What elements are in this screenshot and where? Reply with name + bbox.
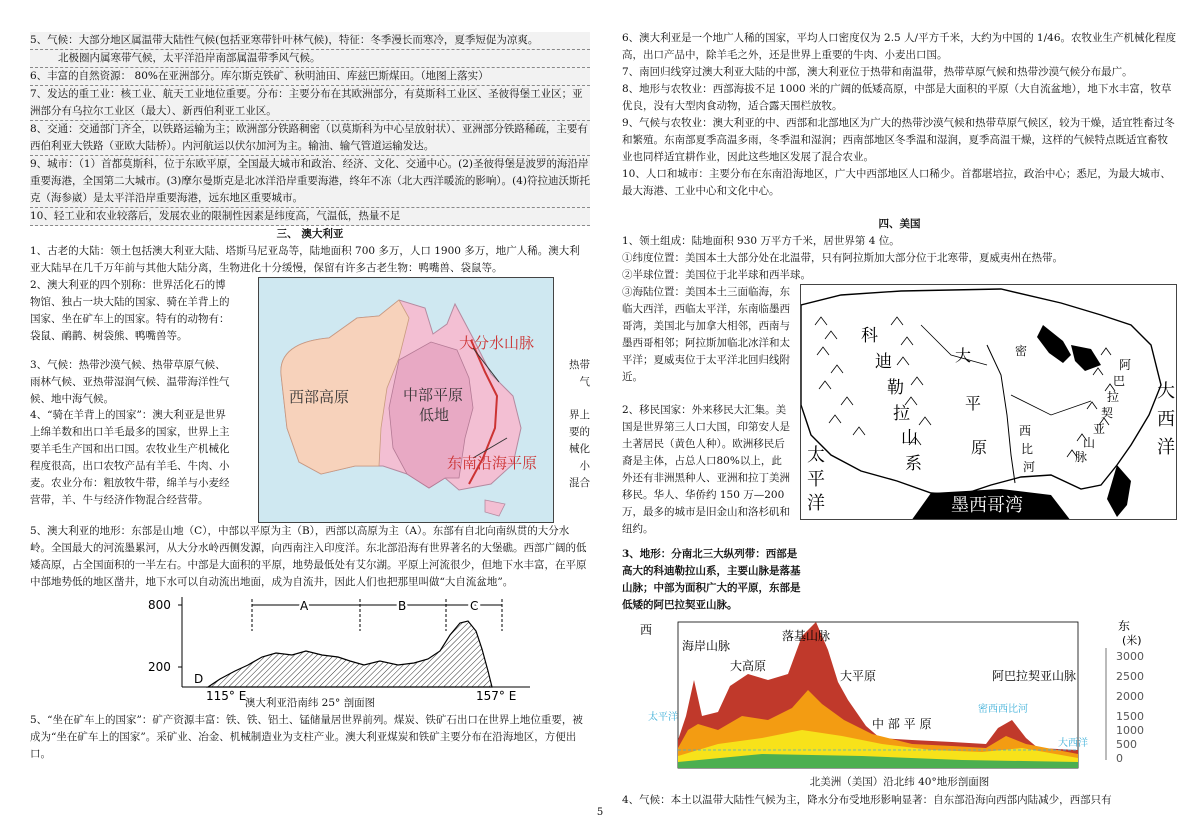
australia-map [258, 277, 554, 523]
usa-map-x: 系 [905, 454, 922, 474]
tick-2000: 2000 [1116, 690, 1144, 703]
profile-y200: 200 [148, 660, 171, 674]
usa-map-atlantic1: 大 [1157, 381, 1175, 402]
usa-map-he: 河 [1023, 460, 1036, 474]
usa-map-ping: 平 [965, 394, 982, 413]
aus-population: 10、人口和城市：主要分布在东南沿海地区，广大中西部地区人口稀少。首都堪培拉，政治中心；悉尼，为最大城市、最大海港、工业中心和文化中心。 [622, 168, 1171, 197]
aus-sheep: 4、“骑在羊背上的国家”：澳大利亚是世界上绵羊数和出口羊毛最多的国家，世界上主要羊毛生产国和出口国。农牧业生产机械化程度很高，出口农牧产品有羊毛、牛肉、小麦。农业分布：粗放牧牛带，绵羊与小麦经营带，羊、牛与经济作物混合经营带。 [30, 409, 230, 506]
usa-map-d: 迪 [875, 352, 892, 372]
aus-climate-right: 热带 气 [569, 359, 590, 388]
usa-map-gulf: 墨西哥湾 [951, 495, 1023, 516]
right-edge-2: 要的 [569, 426, 590, 438]
section-appal: 阿巴拉契亚山脉 [992, 669, 1077, 683]
usa-map-k: 科 [861, 326, 878, 346]
tick-1000: 1000 [1116, 724, 1144, 737]
section-miss: 密西西比河 [978, 704, 1028, 715]
usa-latitude: ①纬度位置：美国本土大部分处在北温带，只有阿拉斯加大部分位于北寒带，夏威夷州在热带。 [622, 252, 1063, 264]
profile-y800: 800 [148, 598, 171, 612]
usa-immigration: 2、移民国家：外来移民大汇集。美国是世界第三人口大国，印第安人是土著居民（黄色人种）。欧洲移民后裔是主体，占总人口80%以上，此外还有非洲黑种人、亚洲和拉丁美洲移民。华人、华侨约 150 万—200 万，最多的城市是旧金山和洛杉矶和纽约。 [622, 404, 790, 535]
aus-climate: 3、气候：热带沙漠气候、热带草原气候、雨林气候、亚热带湿润气候、温带海洋性气候、地中海气候。 [30, 359, 230, 405]
section-rocky: 落基山脉 [782, 629, 831, 643]
usa-map-block [622, 284, 1177, 574]
aus-profile-svg [30, 591, 590, 705]
russia-climate-2: 北极圈内属寒带气候，太平洋沿岸南部属温带季风气候。 [30, 50, 590, 68]
aus-terrain-agri: 8、地形与农牧业：西部海拔不足 1000 米的广阔的低矮高原，中部是大面积的平原（大自流盆地），地下水丰富，牧草优良，没有大型肉食动物，适合露天围栏放牧。 [622, 83, 1172, 112]
section-east: 东 [1118, 620, 1131, 633]
aus-terrain: 5、澳大利亚的地形：东部是山地（C），中部以平原为主（B），西部以高原为主（A）。东部有自北向南纵贯的大分水岭。全国最大的河流墨累河，从大分水岭西侧发源，向西南注入印度洋。东北部沿海有世界著名的大堡礁。西部广阔的低矮高原，占全国面积的一半左右。中部是大面积的平原，地势最低处有艾尔湖。平原上河流很少，但地下水丰富，在平原中部地势低的地区凿井，地下水可以自动流出地面，成为自流井，因此人们也把那里叫做“大自流盆地”。 [30, 525, 587, 588]
russia-cities: 9、城市：（1）首都莫斯科，位于东欧平原，全国最大城市和政治、经济、文化、交通中心。(2)圣彼得堡是波罗的海沿岸重要海港，全国第二大城市。(3)摩尔曼斯克是北冰洋沿岸重要海港，终年不冻（北大西洋暖流的影响）。(4)符拉迪沃斯托克（海参崴）是太平洋沿岸重要海港，远东地区重要城市。 [30, 156, 590, 208]
aus-profile-caption: 澳大利亚沿南纬 25° 剖面图 [244, 697, 376, 709]
usa-map-ba: 巴 [1113, 374, 1126, 388]
section-coastal: 海岸山脉 [682, 639, 731, 653]
tick-3000: 3000 [1116, 650, 1144, 663]
usa-map-la: 拉 [893, 404, 910, 424]
usa-map-pacific3: 洋 [807, 493, 825, 514]
aus-nicknames: 2、澳大利亚的四个别称：世界活化石的博物馆、独占一块大陆的国家、骑在羊背上的国家、坐在矿车上的国家。特有的动物有：袋鼠、鸸鹋、树袋熊、鸭嘴兽等。 [30, 279, 230, 342]
russia-climate: 5、气候：大部分地区属温带大陆性气候(包括亚寒带针叶林气候)，特征：冬季漫长而寒冷，夏季短促为凉爽。 [30, 32, 590, 50]
aus-old-continent: 1、古老的大陆：领土包括澳大利亚大陆、塔斯马尼亚岛等，陆地面积 700 多万，人口 1900 多万，地广人稀。澳大利亚大陆早在几千万年前与其他大陆分离，生物进化十分缓慢，保留有许多古老生物：鸭嘴兽、袋鼠等。 [30, 245, 580, 274]
usa-map-svg [801, 285, 1177, 520]
profile-C: C [470, 599, 479, 613]
right-column [622, 30, 1177, 806]
usa-sea-land: ③海陆位置：美国本土三面临海，东临大西洋，西临太平洋，东南临墨西哥湾，美国北与加拿大相邻，西南与墨西哥相邻；阿拉斯加临北冰洋和太平洋；夏威夷位于太平洋北回归线附近。 [622, 286, 790, 383]
tick-1500: 1500 [1116, 710, 1144, 723]
usa-map-ya: 亚 [1093, 422, 1106, 436]
section-unit: (米) [1122, 634, 1142, 647]
aus-sparse: 6、澳大利亚是一个地广人稀的国家，平均人口密度仅为 2.5 人/平方千米，大约为中国的 1/46。农牧业生产机械化程度高，出口产品中，除羊毛之外，还是世界上重要的牛肉、小麦出口国。 [622, 32, 1177, 61]
aus-map-divide-label: 大分水山脉 [459, 334, 535, 352]
profile-D: D [194, 672, 204, 686]
russia-industry: 7、发达的重工业：核工业、航天工业地位重要。分布：主要分布在其欧洲部分，有莫斯科工业区、圣彼得堡工业区；亚洲部分有乌拉尔工业区（最大）、新西伯利亚工业区。 [30, 86, 590, 121]
usa-map-pacific2: 平 [807, 469, 825, 490]
russia-agri: 10、轻工业和农业较落后，发展农业的限制性因素是纬度高，气温低，热量不足 [30, 208, 590, 226]
usa-map-qi: 契 [1101, 406, 1114, 420]
usa-map-l: 勒 [887, 378, 904, 398]
usa-map-mi: 密 [1015, 344, 1028, 358]
right-edge-1: 界上 [569, 409, 590, 421]
aus-map-central-label: 中部平原 [403, 386, 464, 404]
profile-x-west: 115° E [206, 689, 247, 703]
usa-map [800, 284, 1177, 520]
tick-500: 500 [1116, 738, 1137, 751]
usa-map-atlantic2: 西 [1157, 409, 1175, 430]
aus-tropic: 7、南回归线穿过澳大利亚大陆的中部，澳大利亚位于热带和南温带，热带草原气候和热带沙漠气候分布最广。 [622, 66, 1133, 78]
profile-x-east: 157° E [476, 689, 517, 703]
usa-map-bi: 比 [1021, 442, 1034, 456]
aus-map-west-label: 西部高原 [289, 388, 350, 406]
tick-2500: 2500 [1116, 670, 1144, 683]
russia-resources: 6、丰富的自然资源： 80%在亚洲部分。库尔斯克铁矿、秋明油田、库兹巴斯煤田。（地图上落实） [30, 68, 590, 86]
usa-terrain-heading: 3、地形：分南北三大纵列带：西部是高大的科迪勒拉山系，主要山脉是落基山脉；中部为面积广大的平原，东部是低矮的阿巴拉契亚山脉。 [622, 548, 801, 611]
usa-map-yuan: 原 [971, 438, 988, 457]
aus-map-coast-label: 东南沿海平原 [447, 454, 538, 472]
usa-hemisphere: ②半球位置：美国位于北半球和西半球。 [622, 269, 811, 281]
usa-section-svg [622, 620, 1177, 772]
section-australia-heading: 三、 澳大利亚 [276, 228, 344, 240]
usa-map-s: 山 [901, 428, 918, 448]
aus-map-lowland-label: 低地 [419, 406, 450, 424]
australia-map-svg [259, 278, 554, 523]
usa-map-lq: 拉 [1107, 390, 1120, 404]
usa-section-caption: 北美洲（美国）沿北纬 40°地形剖面图 [809, 776, 990, 788]
section-pacific: 太平洋 [648, 712, 678, 723]
right-edge-5: 混合 [569, 477, 590, 489]
aus-climate-agri: 9、气候与农牧业：澳大利亚的中、西部和北部地区为广大的热带沙漠气候和热带草原气候区，较为干燥，适宜牲畜过冬和繁殖。东南部夏季高温多雨，冬季温和湿润；西南部地区冬季温和湿润，夏季高温干燥，这样的气候特点既适宜畜牧业也同样适宜耕作业，因此这些地区发展了混合农业。 [622, 117, 1175, 163]
right-edge-4: 小 [579, 460, 590, 472]
usa-climate: 4、气候：本土以温带大陆性气候为主，降水分布受地形影响显著：自东部沿海向西部内陆减少，西部只有 [622, 794, 1112, 806]
aus-map-block [30, 277, 590, 523]
usa-territory: 1、领土组成：陆地面积 930 万平方千米，居世界第 4 位。 [622, 235, 900, 247]
usa-map-mai: 脉 [1075, 450, 1088, 464]
section-usa-heading: 四、美国 [878, 218, 921, 230]
section-central: 中 部 平 原 [872, 717, 932, 731]
russia-transport: 8、交通：交通部门齐全，以铁路运输为主；欧洲部分铁路稠密（以莫斯科为中心呈放射状）、亚洲部分铁路稀疏，主要有西伯利亚大铁路（亚欧大陆桥）。内河航运以伏尔加河为主。输油、输气管道运输发达。 [30, 121, 590, 156]
page-number: 5 [596, 806, 604, 818]
usa-section-figure [622, 620, 1177, 772]
aus-mining: 5、“坐在矿车上的国家”：矿产资源丰富：铁、铁、铝土、锰储量居世界前列。煤炭、铁矿石出口在世界上地位重要，被成为“坐在矿车上的国家”。采矿业、冶金、机械制造业为支柱产业。澳大利亚煤炭和铁矿主要分布在沿海地区，方便出口。 [30, 714, 583, 760]
aus-profile-figure [30, 591, 590, 705]
right-edge-3: 械化 [569, 443, 590, 455]
section-west: 西 [640, 623, 653, 637]
usa-map-shan: 山 [1083, 436, 1096, 450]
usa-map-xi: 西 [1019, 424, 1032, 438]
section-atlantic: 大西洋 [1058, 738, 1088, 749]
usa-map-da: 大 [955, 346, 972, 365]
profile-A: A [300, 599, 309, 613]
usa-map-atlantic3: 洋 [1157, 437, 1175, 458]
profile-B: B [398, 599, 407, 613]
tick-0: 0 [1116, 752, 1123, 765]
section-basin: 大高原 [730, 659, 767, 673]
section-greatplains: 大平原 [840, 669, 877, 683]
usa-map-pacific1: 太 [807, 445, 825, 466]
left-column [30, 32, 590, 763]
usa-map-a: 阿 [1119, 358, 1132, 372]
